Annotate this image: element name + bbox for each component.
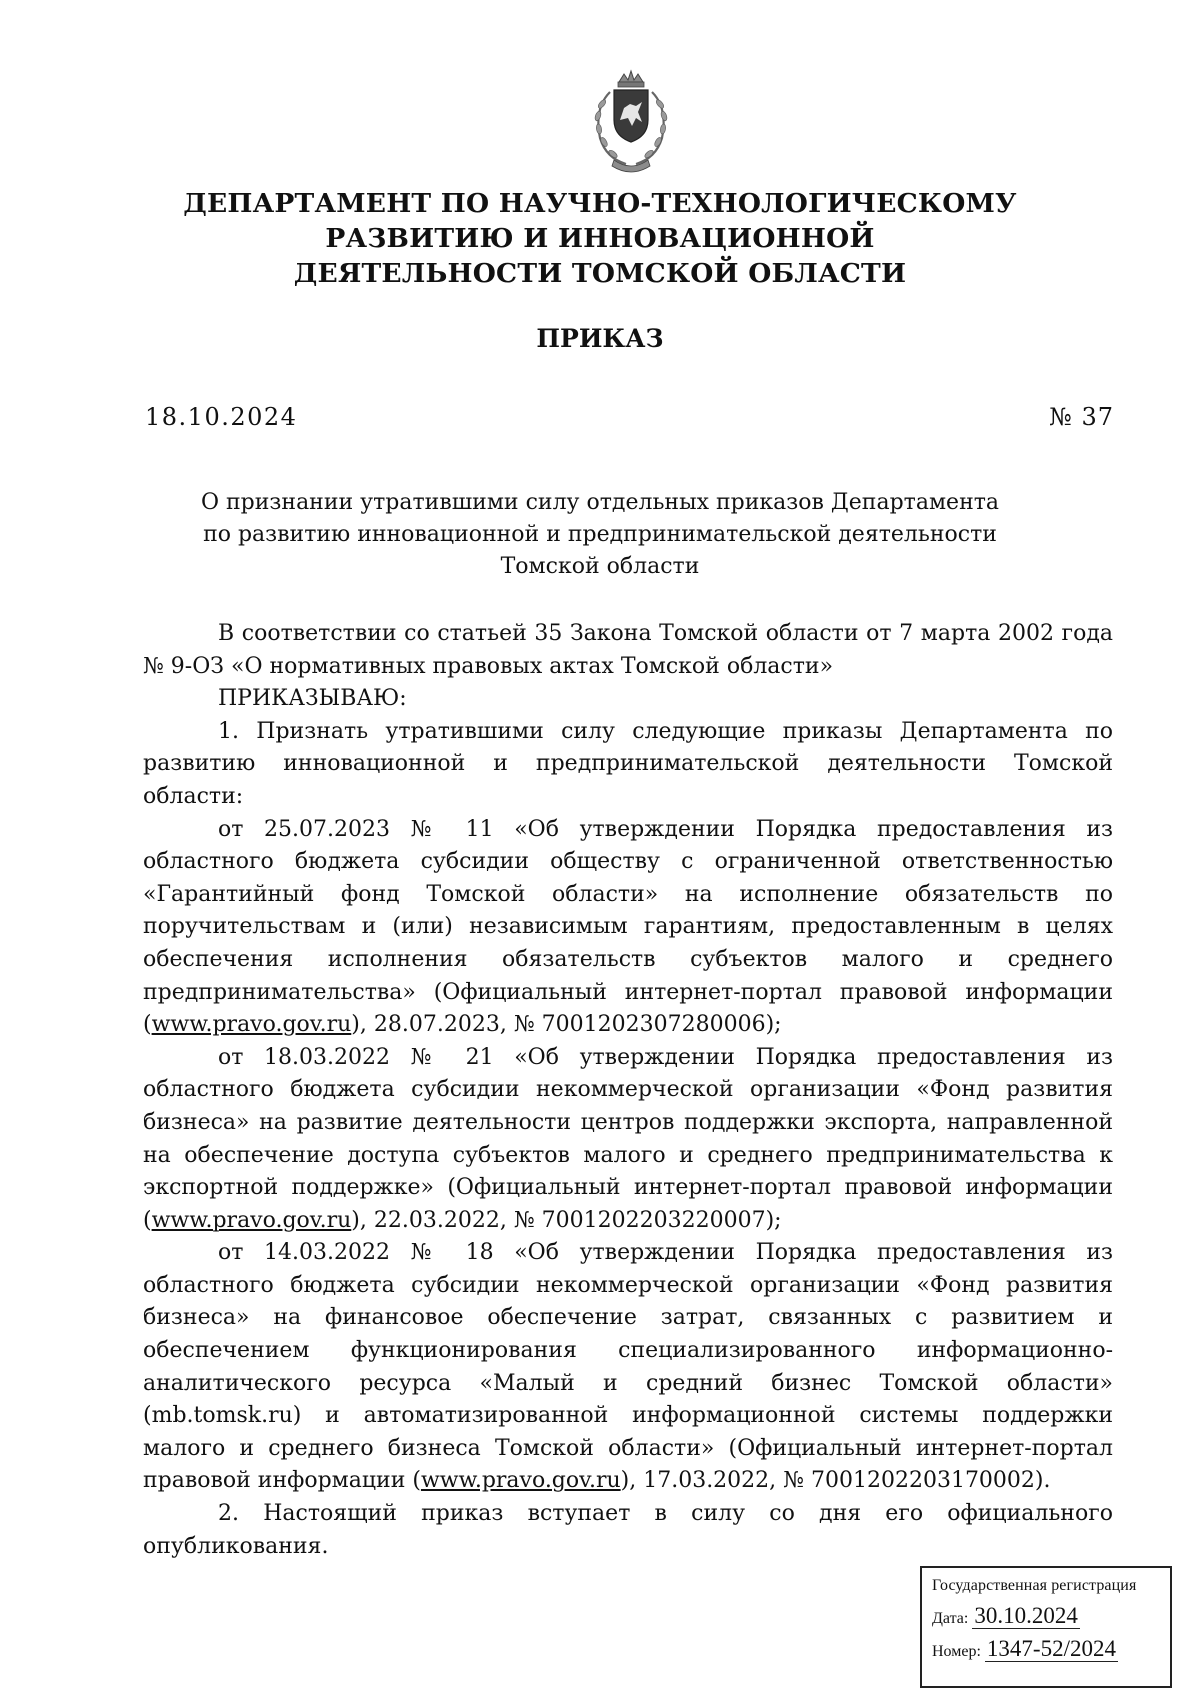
intro-paragraph: В соответствии со статьей 35 Закона Томской области от 7 марта 2002 года № 9-ОЗ «О нормативных правовых актах Томской области» (143, 621, 1113, 679)
registration-stamp (920, 1566, 1172, 1688)
registration-date-row (932, 1604, 1162, 1629)
revoked-order-3-text: от 14.03.2022 № 18 «Об утверждении Порядка предоставления из областного бюджета субсидии некоммерческой организации «Фонд развития бизнеса» на финансовое обеспечение затрат, связанных с развитием и обеспечением функционирования специализированного информационно-аналитического ресурса «Малый и средний бизнес Томской области» (mb.tomsk.ru) и автоматизированной информационной системы поддержки малого и среднего бизнеса Томской области» (Официальный интернет-портал правовой информации ( (143, 1240, 1113, 1494)
department-title-line: ДЕПАРТАМЕНТ ПО НАУЧНО-ТЕХНОЛОГИЧЕСКОМУ (183, 188, 1017, 219)
department-title-line: РАЗВИТИЮ И ИННОВАЦИОННОЙ (325, 223, 875, 254)
revoked-order-3-tail: ), 17.03.2022, № 7001202203170002). (620, 1468, 1051, 1494)
registration-title: Государственная регистрация (932, 1577, 1137, 1594)
subject-line: по развитию инновационной и предпринимательской деятельности (203, 522, 997, 547)
department-title (100, 186, 1100, 291)
revoked-order-1 (143, 814, 1113, 1042)
document-subject (160, 487, 1040, 583)
revoked-order-2-tail: ), 22.03.2022, № 7001202203220007); (351, 1207, 782, 1233)
item-1-paragraph: 1. Признать утратившими силу следующие приказы Департамента по развитию инновационной и предпринимательской деятельности Томской области: (143, 718, 1113, 809)
pravo-link[interactable]: www.pravo.gov.ru (151, 1207, 352, 1233)
revoked-order-2-text: от 18.03.2022 № 21 «Об утверждении Порядка предоставления из областного бюджета субсидии некоммерческой организации «Фонд развития бизнеса» на развитие деятельности центров поддержки экспорта, направленной на обеспечение доступа субъектов малого и среднего предпринимательства к экспортной поддержке» (Официальный интернет-портал правовой информации ( (143, 1044, 1113, 1233)
registration-date-value: 30.10.2024 (974, 1603, 1078, 1628)
coat-of-arms-icon (584, 68, 678, 176)
registration-number-label: Номер: (932, 1643, 981, 1660)
order-word: ПРИКАЗЫВАЮ: (218, 686, 407, 712)
revoked-order-1-text: от 25.07.2023 № 11 «Об утверждении Порядка предоставления из областного бюджета субсидии обществу с ограниченной ответственностью «Гарантийный фонд Томской области» на исполнение обязательств по поручительствам и (или) независимым гарантиям, предоставленным в целях обеспечения исполнения обязательств субъектов малого и среднего предпринимательства» (Официальный интернет-портал правовой информации ( (143, 816, 1113, 1038)
document-kind-heading: ПРИКАЗ (536, 324, 664, 353)
document-date: 18.10.2024 (145, 403, 298, 431)
pravo-link[interactable]: www.pravo.gov.ru (420, 1468, 621, 1494)
item-2-paragraph: 2. Настоящий приказ вступает в силу со дня его официального опубликования. (143, 1501, 1113, 1559)
pravo-link[interactable]: www.pravo.gov.ru (151, 1012, 352, 1038)
subject-line: О признании утратившими силу отдельных приказов Департамента (200, 490, 1000, 515)
registration-date-label: Дата: (932, 1610, 969, 1627)
revoked-order-1-tail: ), 28.07.2023, № 7001202307280006); (351, 1012, 782, 1038)
document-number: № 37 (1049, 403, 1114, 431)
department-title-line: ДЕЯТЕЛЬНОСТИ ТОМСКОЙ ОБЛАСТИ (293, 258, 907, 289)
revoked-order-2 (143, 1042, 1113, 1238)
registration-number-value: 1347-52/2024 (986, 1636, 1116, 1661)
revoked-order-3 (143, 1237, 1113, 1498)
document-body (143, 618, 1113, 1563)
subject-line: Томской области (500, 554, 700, 579)
registration-number-row (932, 1637, 1162, 1662)
